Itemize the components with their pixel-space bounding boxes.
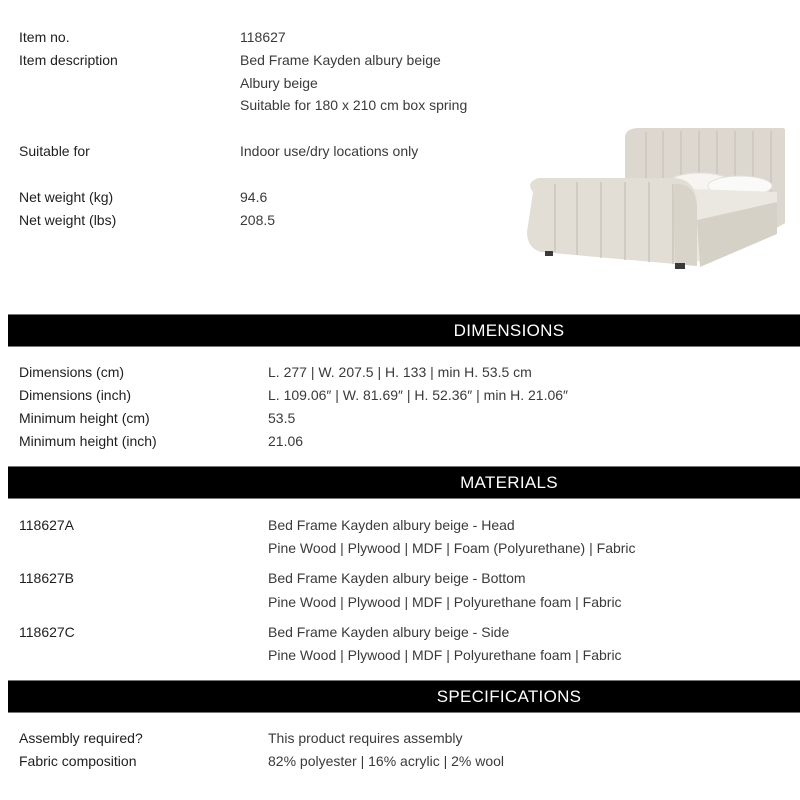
dimensions-inch-value: L. 109.06″ | W. 81.69″ | H. 52.36″ | min H. 21.06″ <box>268 387 569 403</box>
dimensions-section-header <box>8 314 800 347</box>
material-list: Pine Wood | Plywood | MDF | Polyurethane foam | Fabric <box>268 594 622 610</box>
material-part-name: Bed Frame Kayden albury beige - Head <box>268 517 515 533</box>
assembly-required-value: This product requires assembly <box>268 730 463 746</box>
net-weight-kg-label: Net weight (kg) <box>19 189 114 205</box>
dimensions-title: DIMENSIONS <box>453 321 565 340</box>
item-description-label: Item description <box>19 52 118 68</box>
suitable-for-label: Suitable for <box>19 143 90 159</box>
material-list: Pine Wood | Plywood | MDF | Polyurethane foam | Fabric <box>268 647 622 663</box>
fabric-composition-value: 82% polyester | 16% acrylic | 2% wool <box>268 753 505 769</box>
item-no-value: 118627 <box>240 29 286 45</box>
material-code: 118627B <box>19 570 75 586</box>
suitable-for-value: Indoor use/dry locations only <box>240 143 419 159</box>
fabric-composition-label: Fabric composition <box>19 753 137 769</box>
assembly-required-label: Assembly required? <box>19 730 143 746</box>
material-code: 118627C <box>19 624 75 640</box>
min-height-cm-value: 53.5 <box>268 410 296 426</box>
min-height-inch-label: Minimum height (inch) <box>19 433 157 449</box>
materials-title: MATERIALS <box>460 473 558 492</box>
materials-section-header <box>8 466 800 499</box>
specifications-section-header <box>8 680 800 713</box>
material-part-name: Bed Frame Kayden albury beige - Bottom <box>268 570 526 586</box>
bed-frame-image <box>515 122 785 277</box>
net-weight-kg-value: 94.6 <box>240 189 268 205</box>
item-description-line: Suitable for 180 x 210 cm box spring <box>240 97 468 113</box>
item-description-line: Bed Frame Kayden albury beige <box>240 52 441 68</box>
specifications-title: SPECIFICATIONS <box>436 687 582 706</box>
net-weight-lbs-value: 208.5 <box>240 212 276 228</box>
material-code: 118627A <box>19 517 75 533</box>
min-height-cm-label: Minimum height (cm) <box>19 410 150 426</box>
item-description-line: Albury beige <box>240 75 318 91</box>
min-height-inch-value: 21.06 <box>268 433 304 449</box>
dimensions-cm-value: L. 277 | W. 207.5 | H. 133 | min H. 53.5 cm <box>268 364 532 380</box>
net-weight-lbs-label: Net weight (lbs) <box>19 212 117 228</box>
item-no-label: Item no. <box>19 29 70 45</box>
dimensions-cm-label: Dimensions (cm) <box>19 364 125 380</box>
material-list: Pine Wood | Plywood | MDF | Foam (Polyurethane) | Fabric <box>268 540 636 556</box>
dimensions-inch-label: Dimensions (inch) <box>19 387 132 403</box>
material-part-name: Bed Frame Kayden albury beige - Side <box>268 624 510 640</box>
